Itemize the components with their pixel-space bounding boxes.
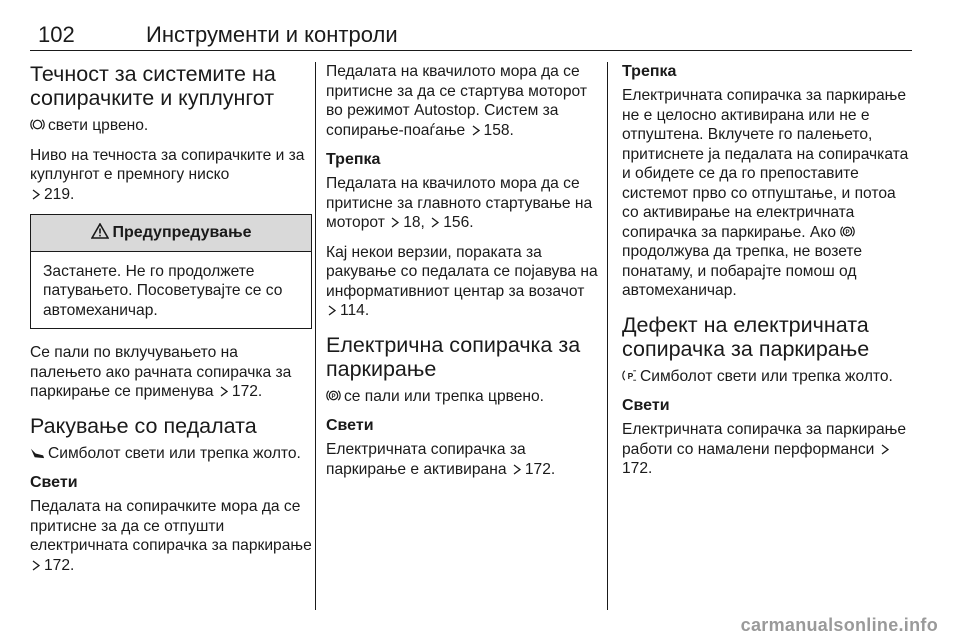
page-reference-icon: [881, 444, 889, 455]
subheading-lights: Свети: [30, 474, 78, 491]
page-header: [30, 18, 930, 50]
page-reference-icon: [32, 189, 40, 200]
svg-text:P: P: [845, 228, 850, 236]
subheading-flash: Трепка: [622, 63, 677, 80]
section-heading-parking-brake-fault: Дефект на електричната сопирачка за паркирање: [622, 312, 870, 361]
parking-brake-icon: [840, 224, 855, 239]
parking-brake-icon: [326, 388, 341, 403]
page-number: 102: [38, 22, 75, 47]
paragraph: P Симболот свети или трепка жолто.: [622, 367, 912, 387]
paragraph: P се пали или трепка црвено.: [326, 387, 602, 407]
paragraph: Се пали по вклучувањето на палењето ако рачната сопирачка за паркирање се применува 172.: [30, 344, 292, 400]
page-reference-icon: [513, 464, 521, 475]
watermark: carmanualsonline.info: [740, 615, 938, 635]
warning-triangle-icon: [91, 223, 109, 239]
page-reference[interactable]: 172.: [622, 460, 653, 477]
paragraph: Електричната сопирачка за паркирање е активирана 172.: [326, 441, 556, 478]
page-reference[interactable]: 18,: [403, 214, 425, 231]
parking-brake-fault-icon: [622, 368, 637, 383]
column-3: [622, 62, 912, 489]
page-reference[interactable]: 172.: [44, 556, 75, 574]
page-reference-icon: [32, 560, 40, 571]
subheading-lights: Свети: [326, 417, 374, 434]
chapter-title: Инструменти и контроли: [146, 22, 398, 47]
paragraph: Кај некои верзии, пораката за ракување со педалата се појавува на информативниот центар за возачот 114.: [326, 243, 598, 319]
section-heading-electric-parking-brake: Електрична сопирачка за паркирање: [326, 332, 581, 381]
paragraph: Симболот свети или трепка жолто.: [30, 444, 312, 464]
paragraph: свети црвено.: [30, 116, 312, 136]
page-reference[interactable]: 172.: [524, 460, 556, 478]
header-divider: [30, 50, 912, 51]
column-1: [30, 62, 312, 585]
page-reference-icon: [472, 125, 480, 136]
warning-box: [30, 214, 312, 329]
page-reference[interactable]: 158.: [483, 121, 514, 139]
brake-warning-icon: [30, 117, 45, 132]
paragraph: Електричната сопирачка за паркирање работи со намалени перформанси 172.: [622, 421, 906, 477]
page-reference-icon: [220, 386, 228, 397]
subheading-flash: Трепка: [326, 151, 381, 168]
paragraph: Педалата на квачилото мора да се притисне за да се стартува моторот во режимот Autostop. Систем за сопирање-поаѓање 158.: [326, 63, 587, 139]
page-reference-icon: [328, 305, 336, 316]
page-reference-icon: [391, 217, 399, 228]
page-reference[interactable]: 114.: [340, 302, 370, 319]
foot-pedal-icon: [30, 445, 45, 460]
page-reference[interactable]: 172.: [231, 383, 263, 400]
warning-text: Застанете. Не го продолжете патувањето. Посоветувајте се со автомеханичар.: [43, 262, 283, 319]
subheading-lights: Свети: [622, 397, 670, 414]
paragraph: Педалата на квачилото мора да се притисне за главното стартување на моторот 18, 156.: [326, 175, 593, 231]
page-reference[interactable]: 156.: [443, 214, 474, 231]
section-heading-brake-fluid: Течност за системите на сопирачките и куплунгот: [30, 62, 276, 110]
column-divider-2: [607, 62, 608, 610]
paragraph: Педалата на сопирачките мора да се притисне за да се отпушти електричната сопирачка за паркирање 172.: [30, 498, 312, 574]
svg-text:P: P: [627, 370, 634, 381]
svg-text:P: P: [331, 392, 336, 400]
paragraph: Ниво на течноста за сопирачките и за куплунгот е премногу ниско 219.: [30, 146, 305, 203]
paragraph: Електричната сопирачка за паркирање не е целосно активирана или не е отпуштена. Вклучете го палењето, притиснете ја педалата на сопирачката и обидете се да го препоставите системот прво со отпуштање, и потоа со активирање на електричната сопирачка за паркирање. Ако P продолжува да трепка, не возете понатаму, и побарајте помош од автомеханичар.: [622, 87, 909, 299]
page-reference[interactable]: 219.: [44, 185, 75, 203]
warning-header: Предупредување: [31, 215, 311, 252]
column-divider-1: [315, 62, 316, 610]
page-reference-icon: [431, 217, 439, 228]
column-2: [326, 62, 602, 489]
section-heading-pedal: Ракување со педалата: [30, 413, 257, 438]
